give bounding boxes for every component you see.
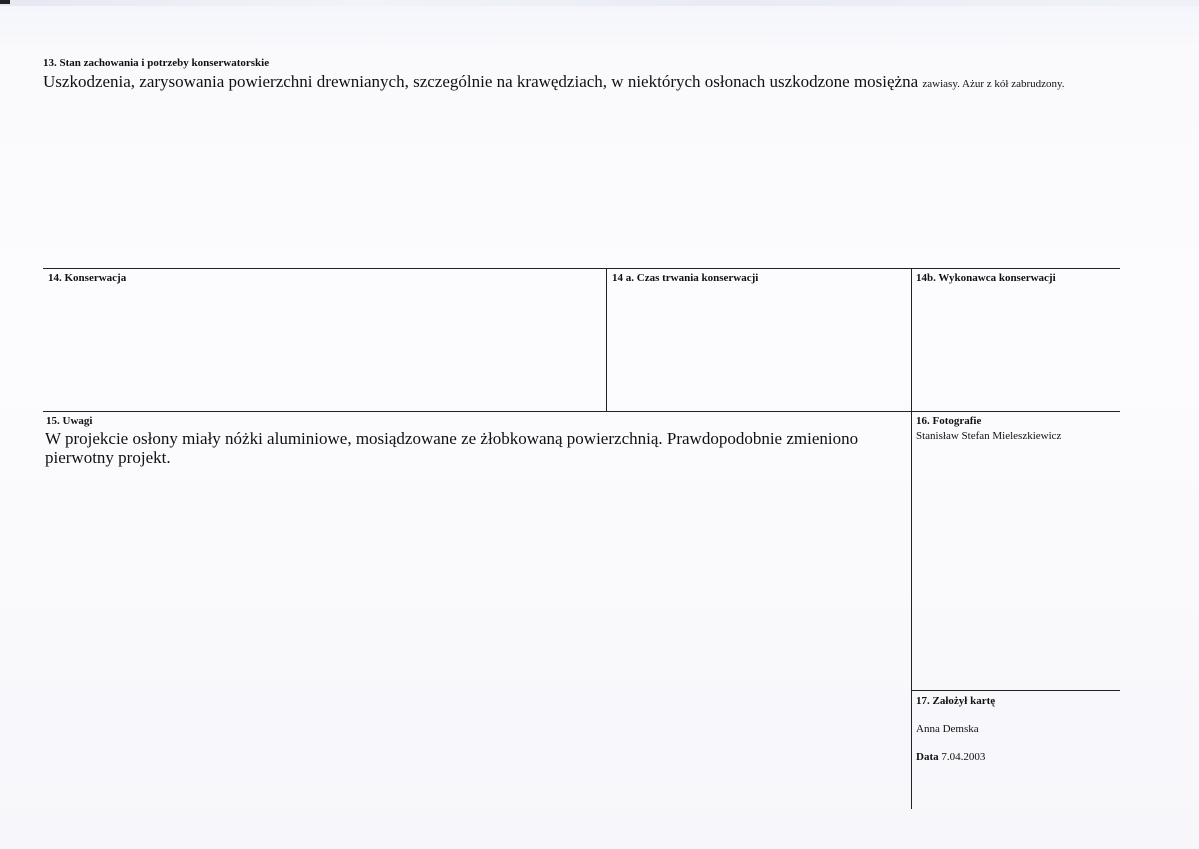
section-13-text [43, 72, 1163, 94]
section-15-line-1: W projekcie osłony miały nóżki aluminiowe, mosiądzowane ze żłobkowaną powierzchnią. Prawdopodobnie zmieniono [45, 429, 859, 448]
row-17-top-rule [911, 690, 1120, 691]
section-15-label: 15. Uwagi [46, 415, 93, 427]
scan-corner-mark [0, 0, 10, 4]
section-14b-label: 14b. Wykonawca konserwacji [916, 272, 1056, 284]
section-17-name: Anna Demska [916, 723, 979, 735]
row-14-divider-1 [606, 268, 607, 411]
scan-top-band [0, 0, 1199, 6]
column-right-divider [911, 268, 912, 809]
row-14-top-rule [43, 268, 1120, 269]
section-15-line-2: pierwotny projekt. [45, 448, 171, 467]
section-14-label: 14. Konserwacja [48, 272, 127, 284]
section-16-label: 16. Fotografie [916, 415, 982, 427]
section-14a-label: 14 a. Czas trwania konserwacji [612, 272, 759, 284]
section-17-date [916, 751, 985, 763]
section-17-label: 17. Założył kartę [916, 695, 996, 707]
section-13-text-main: Uszkodzenia, zarysowania powierzchni drewnianych, szczególnie na krawędziach, w niektórych osłonach uszkodzone mosiężna [43, 72, 919, 91]
section-17-date-value: 7.04.2003 [941, 751, 986, 763]
section-17-date-label: Data [916, 751, 939, 763]
section-13-label: 13. Stan zachowania i potrzeby konserwatorskie [43, 57, 270, 69]
section-16-name: Stanisław Stefan Mieleszkiewicz [916, 430, 1062, 442]
section-13-text-small: zawiasy. Ażur z kół zabrudzony. [922, 78, 1065, 90]
row-15-top-rule [43, 411, 1120, 412]
